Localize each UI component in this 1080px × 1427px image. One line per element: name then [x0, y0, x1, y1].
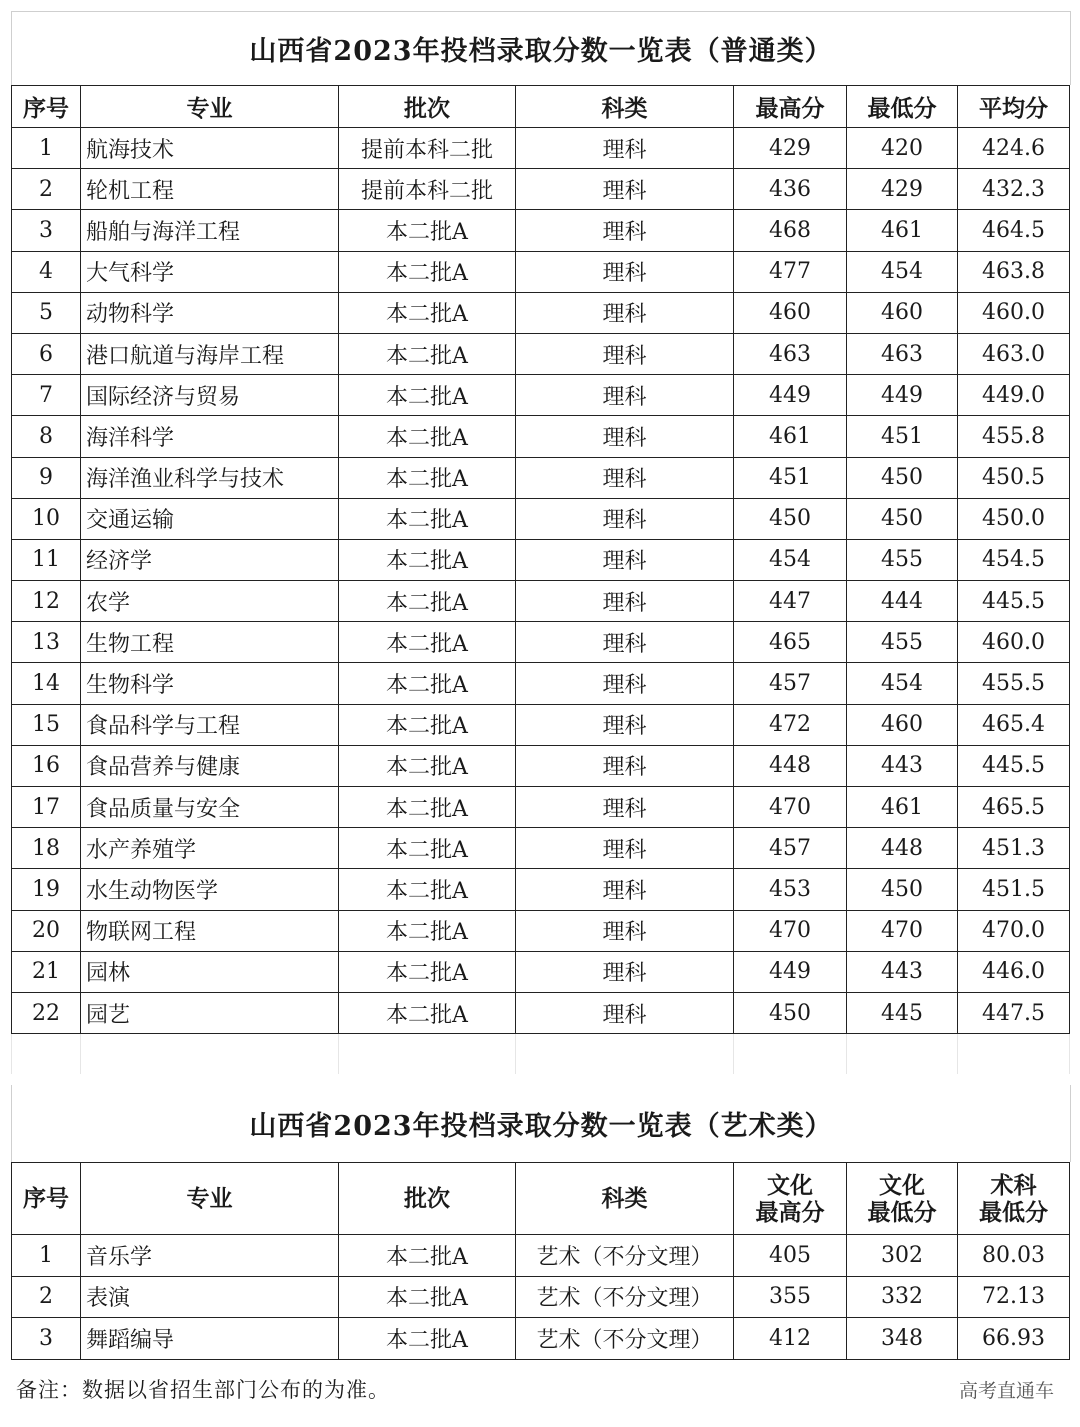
header-line1: 文化	[767, 1171, 813, 1199]
cell-batch: 本二批A	[339, 869, 516, 910]
table-row	[12, 169, 1070, 210]
cell-batch: 本二批A	[339, 210, 516, 251]
table-row	[12, 622, 1070, 663]
cell-score-3: 432.3	[958, 169, 1070, 210]
cell-index: 14	[12, 663, 81, 704]
cell-category: 理科	[516, 333, 734, 374]
cell-category: 理科	[516, 416, 734, 457]
cell-major: 食品营养与健康	[81, 745, 339, 786]
table-row	[12, 910, 1070, 951]
cell-category: 理科	[516, 622, 734, 663]
cell-score-2: 455	[847, 622, 958, 663]
cell-major: 生物科学	[81, 663, 339, 704]
cell-score-1: 448	[734, 745, 847, 786]
cell-category: 理科	[516, 869, 734, 910]
table2-header-row	[12, 1163, 1070, 1235]
col-header-batch: 批次	[339, 86, 516, 128]
cell-major: 生物工程	[81, 622, 339, 663]
cell-score-1: 355	[734, 1276, 847, 1318]
header-line1: 文化	[879, 1171, 925, 1199]
cell-score-3: 450.0	[958, 498, 1070, 539]
cell-category: 理科	[516, 210, 734, 251]
cell-category: 艺术（不分文理）	[516, 1276, 734, 1318]
cell-batch: 本二批A	[339, 292, 516, 333]
cell-score-1: 447	[734, 581, 847, 622]
cell-batch: 本二批A	[339, 1318, 516, 1360]
cell-score-3: 424.6	[958, 128, 1070, 169]
cell-score-3: 463.0	[958, 333, 1070, 374]
cell-score-3: 460.0	[958, 622, 1070, 663]
table-row	[12, 128, 1070, 169]
table-row	[12, 498, 1070, 539]
cell-score-1: 412	[734, 1318, 847, 1360]
cell-score-2: 302	[847, 1235, 958, 1277]
table-row	[12, 787, 1070, 828]
cell-score-1: 450	[734, 498, 847, 539]
cell-major: 舞蹈编导	[81, 1318, 339, 1360]
cell-score-1: 451	[734, 457, 847, 498]
cell-index: 4	[12, 251, 81, 292]
cell-index: 12	[12, 581, 81, 622]
cell-score-2: 470	[847, 910, 958, 951]
cell-index: 17	[12, 787, 81, 828]
cell-score-3: 451.5	[958, 869, 1070, 910]
cell-major: 经济学	[81, 539, 339, 580]
table-row	[12, 828, 1070, 869]
cell-category: 理科	[516, 951, 734, 992]
cell-score-3: 72.13	[958, 1276, 1070, 1318]
table1-title: 山西省2023年投档录取分数一览表（普通类）	[11, 11, 1071, 85]
cell-index: 15	[12, 704, 81, 745]
cell-index: 2	[12, 1276, 81, 1318]
cell-score-1: 405	[734, 1235, 847, 1277]
table-row	[12, 704, 1070, 745]
cell-major: 国际经济与贸易	[81, 375, 339, 416]
cell-score-1: 454	[734, 539, 847, 580]
cell-score-3: 464.5	[958, 210, 1070, 251]
cell-score-2: 451	[847, 416, 958, 457]
table-row	[12, 869, 1070, 910]
cell-batch: 本二批A	[339, 992, 516, 1033]
cell-score-3: 455.5	[958, 663, 1070, 704]
cell-major: 轮机工程	[81, 169, 339, 210]
cell-category: 理科	[516, 128, 734, 169]
cell-score-1: 453	[734, 869, 847, 910]
cell-major: 大气科学	[81, 251, 339, 292]
cell-category: 理科	[516, 910, 734, 951]
cell-score-3: 451.3	[958, 828, 1070, 869]
cell-score-3: 454.5	[958, 539, 1070, 580]
cell-major: 航海技术	[81, 128, 339, 169]
cell-score-3: 449.0	[958, 375, 1070, 416]
cell-major: 农学	[81, 581, 339, 622]
cell-index: 2	[12, 169, 81, 210]
cell-batch: 本二批A	[339, 704, 516, 745]
table-row	[12, 1318, 1070, 1360]
cell-score-1: 477	[734, 251, 847, 292]
table1	[11, 85, 1070, 1074]
cell-batch: 提前本科二批	[339, 169, 516, 210]
table-row	[12, 416, 1070, 457]
cell-score-3: 470.0	[958, 910, 1070, 951]
cell-index: 1	[12, 128, 81, 169]
cell-index: 5	[12, 292, 81, 333]
cell-score-1: 468	[734, 210, 847, 251]
cell-score-3: 465.4	[958, 704, 1070, 745]
cell-score-2: 460	[847, 704, 958, 745]
cell-score-1: 449	[734, 951, 847, 992]
cell-category: 理科	[516, 704, 734, 745]
cell-score-2: 448	[847, 828, 958, 869]
cell-major: 海洋渔业科学与技术	[81, 457, 339, 498]
cell-batch: 本二批A	[339, 498, 516, 539]
cell-batch: 本二批A	[339, 581, 516, 622]
table-row	[12, 581, 1070, 622]
cell-category: 理科	[516, 581, 734, 622]
cell-score-3: 446.0	[958, 951, 1070, 992]
cell-index: 3	[12, 210, 81, 251]
col-header-batch: 批次	[339, 1163, 516, 1235]
cell-score-1: 463	[734, 333, 847, 374]
cell-batch: 本二批A	[339, 828, 516, 869]
table-row	[12, 745, 1070, 786]
footnote: 备注：数据以省招生部门公布的为准。	[16, 1378, 390, 1402]
cell-major: 船舶与海洋工程	[81, 210, 339, 251]
cell-index: 8	[12, 416, 81, 457]
table1-header-row	[12, 86, 1070, 128]
table2-body	[12, 1235, 1070, 1360]
cell-score-1: 460	[734, 292, 847, 333]
cell-score-1: 429	[734, 128, 847, 169]
cell-batch: 本二批A	[339, 910, 516, 951]
cell-batch: 本二批A	[339, 745, 516, 786]
cell-score-1: 465	[734, 622, 847, 663]
cell-batch: 本二批A	[339, 622, 516, 663]
cell-category: 艺术（不分文理）	[516, 1235, 734, 1277]
table-row	[12, 663, 1070, 704]
cell-major: 动物科学	[81, 292, 339, 333]
cell-category: 艺术（不分文理）	[516, 1318, 734, 1360]
table2-title: 山西省2023年投档录取分数一览表（艺术类）	[11, 1085, 1071, 1162]
cell-major: 音乐学	[81, 1235, 339, 1277]
cell-score-3: 445.5	[958, 581, 1070, 622]
cell-category: 理科	[516, 375, 734, 416]
cell-major: 水生动物医学	[81, 869, 339, 910]
table-row	[12, 992, 1070, 1033]
col-header-art-min	[958, 1163, 1070, 1235]
cell-score-3: 460.0	[958, 292, 1070, 333]
cell-category: 理科	[516, 251, 734, 292]
cell-score-2: 348	[847, 1318, 958, 1360]
cell-batch: 本二批A	[339, 539, 516, 580]
cell-index: 13	[12, 622, 81, 663]
cell-batch: 本二批A	[339, 951, 516, 992]
cell-score-3: 455.8	[958, 416, 1070, 457]
cell-major: 物联网工程	[81, 910, 339, 951]
col-header-major: 专业	[81, 1163, 339, 1235]
cell-score-1: 470	[734, 910, 847, 951]
col-header-min-score: 最低分	[847, 86, 958, 128]
cell-index: 7	[12, 375, 81, 416]
cell-score-1: 457	[734, 828, 847, 869]
table2	[11, 1162, 1070, 1360]
cell-score-2: 445	[847, 992, 958, 1033]
cell-score-2: 450	[847, 457, 958, 498]
col-header-culture-max	[734, 1163, 847, 1235]
cell-major: 园林	[81, 951, 339, 992]
col-header-index: 序号	[12, 1163, 81, 1235]
cell-score-2: 454	[847, 663, 958, 704]
cell-category: 理科	[516, 169, 734, 210]
cell-index: 9	[12, 457, 81, 498]
cell-score-1: 449	[734, 375, 847, 416]
cell-score-2: 444	[847, 581, 958, 622]
table-row	[12, 333, 1070, 374]
cell-score-3: 463.8	[958, 251, 1070, 292]
cell-score-1: 461	[734, 416, 847, 457]
cell-major: 食品质量与安全	[81, 787, 339, 828]
cell-major: 海洋科学	[81, 416, 339, 457]
cell-index: 10	[12, 498, 81, 539]
header-line2: 最高分	[755, 1198, 825, 1226]
cell-index: 16	[12, 745, 81, 786]
cell-score-2: 420	[847, 128, 958, 169]
cell-score-1: 436	[734, 169, 847, 210]
cell-index: 22	[12, 992, 81, 1033]
col-header-culture-min	[847, 1163, 958, 1235]
col-header-major: 专业	[81, 86, 339, 128]
cell-score-3: 465.5	[958, 787, 1070, 828]
cell-score-2: 454	[847, 251, 958, 292]
cell-score-1: 470	[734, 787, 847, 828]
cell-score-2: 449	[847, 375, 958, 416]
cell-score-2: 450	[847, 498, 958, 539]
cell-batch: 本二批A	[339, 333, 516, 374]
cell-category: 理科	[516, 745, 734, 786]
cell-category: 理科	[516, 787, 734, 828]
cell-major: 水产养殖学	[81, 828, 339, 869]
table-row	[12, 539, 1070, 580]
col-header-category: 科类	[516, 86, 734, 128]
cell-category: 理科	[516, 457, 734, 498]
table-row	[12, 951, 1070, 992]
cell-score-2: 429	[847, 169, 958, 210]
cell-score-2: 443	[847, 951, 958, 992]
col-header-max-score: 最高分	[734, 86, 847, 128]
header-line2: 最低分	[867, 1198, 937, 1226]
header-line2: 最低分	[979, 1198, 1048, 1226]
cell-score-2: 461	[847, 787, 958, 828]
cell-index: 1	[12, 1235, 81, 1277]
cell-score-1: 472	[734, 704, 847, 745]
cell-score-1: 450	[734, 992, 847, 1033]
cell-batch: 本二批A	[339, 416, 516, 457]
cell-index: 6	[12, 333, 81, 374]
cell-score-2: 461	[847, 210, 958, 251]
cell-major: 交通运输	[81, 498, 339, 539]
cell-category: 理科	[516, 498, 734, 539]
cell-batch: 本二批A	[339, 1276, 516, 1318]
cell-score-2: 460	[847, 292, 958, 333]
cell-score-2: 332	[847, 1276, 958, 1318]
table-row	[12, 210, 1070, 251]
cell-batch: 提前本科二批	[339, 128, 516, 169]
col-header-category: 科类	[516, 1163, 734, 1235]
cell-index: 20	[12, 910, 81, 951]
cell-index: 19	[12, 869, 81, 910]
cell-batch: 本二批A	[339, 787, 516, 828]
cell-category: 理科	[516, 663, 734, 704]
table-row	[12, 375, 1070, 416]
cell-index: 18	[12, 828, 81, 869]
cell-major: 园艺	[81, 992, 339, 1033]
col-header-avg-score: 平均分	[958, 86, 1070, 128]
header-line1: 术科	[990, 1171, 1037, 1199]
cell-major: 表演	[81, 1276, 339, 1318]
cell-score-3: 66.93	[958, 1318, 1070, 1360]
cell-score-3: 445.5	[958, 745, 1070, 786]
cell-major: 港口航道与海岸工程	[81, 333, 339, 374]
cell-category: 理科	[516, 539, 734, 580]
cell-score-3: 447.5	[958, 992, 1070, 1033]
cell-batch: 本二批A	[339, 1235, 516, 1277]
cell-score-1: 457	[734, 663, 847, 704]
table-row	[12, 1276, 1070, 1318]
cell-score-3: 80.03	[958, 1235, 1070, 1277]
table-row	[12, 1235, 1070, 1277]
cell-category: 理科	[516, 992, 734, 1033]
table-row	[12, 457, 1070, 498]
cell-batch: 本二批A	[339, 663, 516, 704]
cell-category: 理科	[516, 828, 734, 869]
cell-batch: 本二批A	[339, 251, 516, 292]
table-row	[12, 292, 1070, 333]
cell-score-2: 450	[847, 869, 958, 910]
cell-batch: 本二批A	[339, 457, 516, 498]
table-row	[12, 251, 1070, 292]
col-header-index: 序号	[12, 86, 81, 128]
cell-score-2: 463	[847, 333, 958, 374]
cell-index: 11	[12, 539, 81, 580]
cell-score-3: 450.5	[958, 457, 1070, 498]
cell-batch: 本二批A	[339, 375, 516, 416]
cell-major: 食品科学与工程	[81, 704, 339, 745]
cell-score-2: 455	[847, 539, 958, 580]
cell-category: 理科	[516, 292, 734, 333]
watermark: 高考直通车	[958, 1380, 1054, 1402]
table1-body	[12, 128, 1070, 1034]
cell-index: 3	[12, 1318, 81, 1360]
cell-index: 21	[12, 951, 81, 992]
cell-score-2: 443	[847, 745, 958, 786]
table1-spacer-row	[12, 1034, 1070, 1075]
